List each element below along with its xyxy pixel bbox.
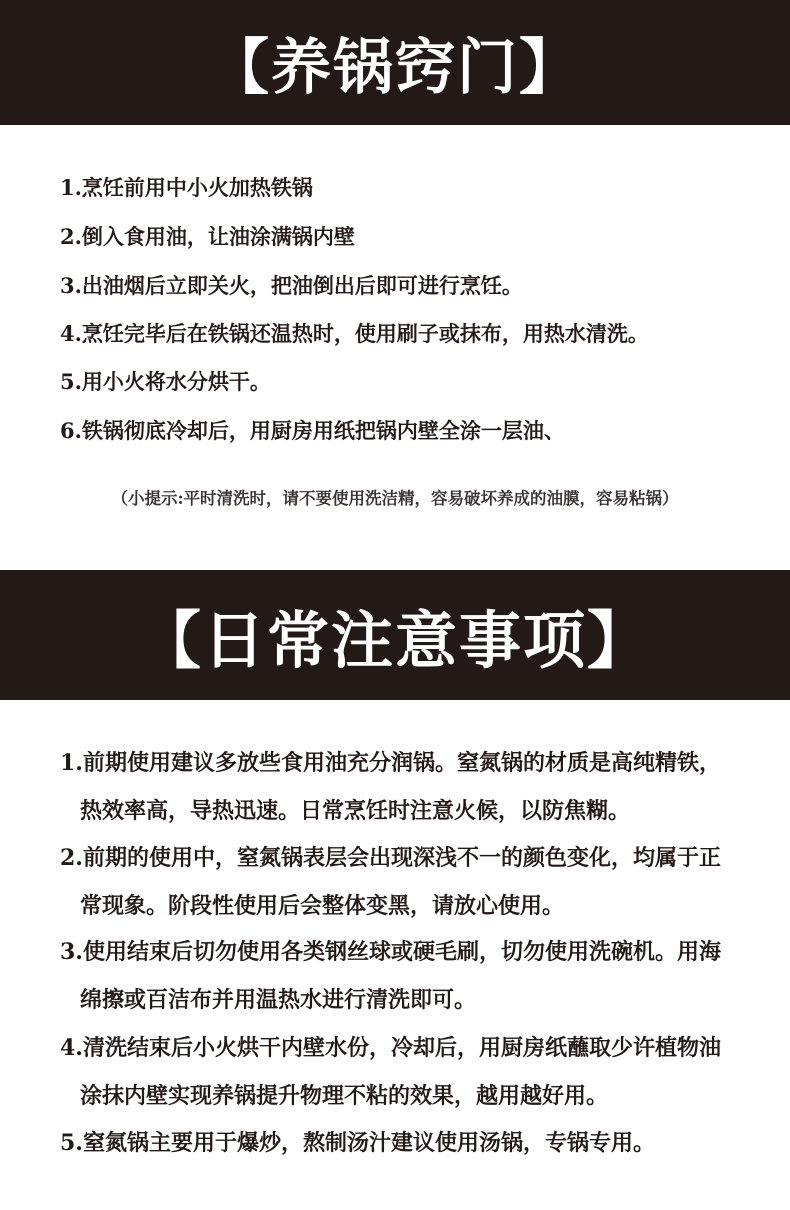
list-item: 3.出油烟后立即关火，把油倒出后即可进行烹饪。 bbox=[60, 273, 523, 298]
list-item: 6.铁锅彻底冷却后，用厨房用纸把锅内壁全涂一层油、 bbox=[60, 418, 565, 443]
list-item-line: 热效率高，导热迅速。日常烹饪时注意火候，以防焦糊。 bbox=[80, 798, 631, 824]
tip-note: （小提示:平时清洗时，请不要使用洗洁精，容易破坏养成的油膜，容易粘锅） bbox=[111, 489, 679, 508]
list-item bbox=[60, 1024, 721, 1120]
list-item bbox=[60, 1119, 655, 1167]
section-banner-daily-notes bbox=[0, 570, 790, 700]
list-item: 1.烹饪前用中小火加热铁锅 bbox=[60, 175, 313, 200]
list-item-line: 5.窒氮锅主要用于爆炒，熬制汤汁建议使用汤锅，专锅专用。 bbox=[60, 1130, 655, 1156]
list-item-line: 常现象。阶段性使用后会整体变黑，请放心使用。 bbox=[80, 893, 565, 919]
list-item: 5.用小火将水分烘干。 bbox=[60, 369, 271, 394]
section-banner-pot-care bbox=[0, 0, 790, 125]
list-item bbox=[60, 834, 721, 930]
list-item-line: 涂抹内壁实现养锅提升物理不粘的效果，越用越好用。 bbox=[80, 1083, 609, 1109]
list-item: 4.烹饪完毕后在铁锅还温热时，使用刷子或抹布，用热水清洗。 bbox=[60, 321, 649, 346]
list-item-line: 1.前期使用建议多放些食用油充分润锅。窒氮锅的材质是高纯精铁， bbox=[60, 750, 721, 776]
list-item bbox=[60, 928, 721, 1024]
list-item-line: 3.使用结束后切勿使用各类钢丝球或硬毛刷，切勿使用洗碗机。用海 bbox=[60, 939, 721, 965]
list-item: 2.倒入食用油，让油涂满锅内壁 bbox=[60, 224, 355, 249]
section-title-pot-care: 【养锅窍门】 bbox=[209, 32, 581, 103]
section-title-daily-notes: 【日常注意事项】 bbox=[138, 603, 651, 677]
list-item-line: 4.清洗结束后小火烘干内壁水份，冷却后，用厨房纸蘸取少许植物油 bbox=[60, 1035, 721, 1061]
list-item-line: 绵擦或百洁布并用温热水进行清洗即可。 bbox=[80, 987, 477, 1013]
list-item-line: 2.前期的使用中，窒氮锅表层会出现深浅不一的颜色变化，均属于正 bbox=[60, 845, 721, 871]
list-item bbox=[60, 739, 721, 835]
